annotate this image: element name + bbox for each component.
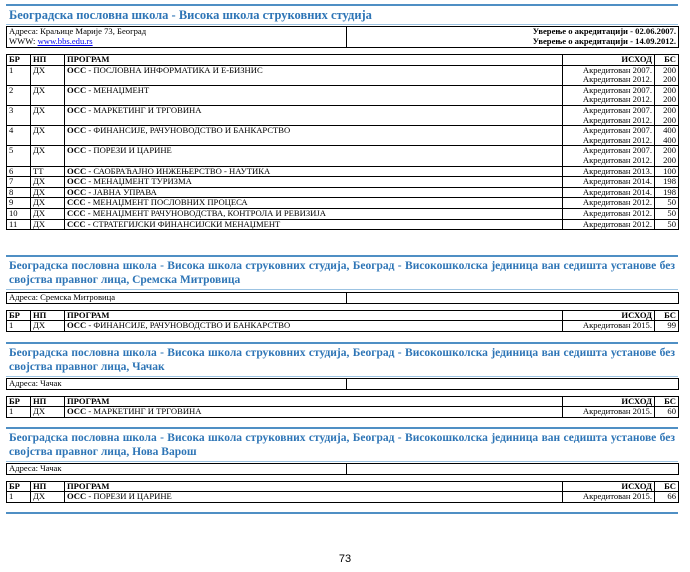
row-bs bbox=[655, 208, 679, 219]
table-row bbox=[7, 198, 679, 209]
row-ishod bbox=[563, 208, 655, 219]
row-ishod: Акредитован 2015. bbox=[563, 407, 655, 418]
program-name: - МЕНАЏМЕНТ ПОСЛОВНИХ ПРОЦЕСА bbox=[85, 197, 248, 208]
row-br: 1 bbox=[7, 407, 31, 418]
row-ishod bbox=[563, 85, 655, 105]
row-br: 1 bbox=[7, 321, 31, 332]
student-count: 400 bbox=[663, 134, 676, 145]
row-np: ДХ bbox=[31, 187, 65, 198]
section-sremska-mitrovica-title-box bbox=[6, 255, 678, 290]
row-np: ДХ bbox=[31, 492, 65, 503]
row-ishod bbox=[563, 126, 655, 146]
accreditation-status: Акредитован 2007. bbox=[582, 145, 652, 156]
program-level: ССС bbox=[67, 197, 86, 208]
row-program bbox=[65, 65, 563, 85]
table-row bbox=[7, 219, 679, 230]
row-ishod: Акредитован 2015. bbox=[563, 321, 655, 332]
website-link[interactable]: www.bbs.edu.rs bbox=[37, 35, 93, 46]
section-divider bbox=[6, 512, 678, 514]
program-name: - МАРКЕТИНГ И ТРГОВИНА bbox=[86, 105, 202, 115]
student-count: 200 bbox=[663, 74, 676, 85]
program-name: - МЕНАЏМЕНТ РАЧУНОВОДСТВА, КОНТРОЛА И РЕВИЗИЈА bbox=[85, 208, 326, 218]
header-bs: БС bbox=[655, 310, 679, 321]
program-name: - ПОСЛОВНА ИНФОРМАТИКА И Е-БИЗНИС bbox=[86, 65, 263, 75]
row-ishod bbox=[563, 105, 655, 125]
table-row bbox=[7, 146, 679, 166]
student-count: 200 bbox=[663, 85, 676, 95]
row-program bbox=[65, 126, 563, 146]
program-name: - ФИНАНСИЈЕ, РАЧУНОВОДСТВО И БАНКАРСТВО bbox=[86, 320, 291, 331]
program-name: - ФИНАНСИЈЕ, РАЧУНОВОДСТВО И БАНКАРСТВО bbox=[86, 125, 291, 136]
row-br: 10 bbox=[7, 208, 31, 219]
accreditation-status: Акредитован 2013. bbox=[582, 166, 652, 176]
program-name: - САОБРАЋАЈНО ИНЖЕЊЕРСТВО - НАУТИКА bbox=[86, 166, 271, 176]
accreditation-status: Акредитован 2012. bbox=[582, 74, 652, 85]
table-row bbox=[7, 177, 679, 188]
student-count: 400 bbox=[663, 125, 676, 136]
main-address-cell bbox=[7, 27, 347, 48]
program-name: - МАРКЕТИНГ И ТРГОВИНА bbox=[86, 406, 202, 417]
program-name: - СТРАТЕГИЈСКИ ФИНАНСИЈСКИ МЕНАЏМЕНТ bbox=[85, 219, 281, 229]
row-bs bbox=[655, 105, 679, 125]
header-ishod: ИСХОД bbox=[563, 310, 655, 321]
row-ishod bbox=[563, 219, 655, 230]
student-count: 50 bbox=[667, 197, 676, 208]
header-br: БР bbox=[7, 310, 31, 321]
student-count: 200 bbox=[663, 154, 676, 165]
accreditation-status: Акредитован 2007. bbox=[582, 105, 652, 115]
row-program bbox=[65, 407, 563, 418]
program-level: ССС bbox=[67, 208, 86, 218]
row-ishod bbox=[563, 65, 655, 85]
table-row bbox=[7, 492, 679, 503]
row-ishod bbox=[563, 146, 655, 166]
row-np: ДХ bbox=[31, 198, 65, 209]
header-br: БР bbox=[7, 481, 31, 492]
program-level: ОСС bbox=[67, 406, 87, 417]
row-program bbox=[65, 492, 563, 503]
section-address-table bbox=[6, 378, 679, 390]
header-np: НП bbox=[31, 481, 65, 492]
row-bs: 99 bbox=[655, 321, 679, 332]
row-program bbox=[65, 321, 563, 332]
row-bs bbox=[655, 198, 679, 209]
table-row bbox=[7, 166, 679, 177]
row-np: ДХ bbox=[31, 126, 65, 146]
table-row bbox=[7, 208, 679, 219]
student-count: 50 bbox=[667, 208, 676, 218]
empty-cell bbox=[347, 464, 679, 475]
row-ishod: Акредитован 2015. bbox=[563, 492, 655, 503]
row-np: ДХ bbox=[31, 85, 65, 105]
header-program: ПРОГРАМ bbox=[65, 396, 563, 407]
row-program bbox=[65, 198, 563, 209]
row-program bbox=[65, 85, 563, 105]
student-count: 50 bbox=[667, 219, 676, 229]
program-level: ОСС bbox=[67, 320, 87, 331]
row-bs bbox=[655, 177, 679, 188]
row-br: 6 bbox=[7, 166, 31, 177]
header-ishod: ИСХОД bbox=[563, 481, 655, 492]
section-title: Београдска пословна школа - Висока школа струковних студија, Београд - Високошколска јединица ван седишта установе без својства правног лица, Сремска Митровица bbox=[9, 260, 675, 286]
row-br: 1 bbox=[7, 65, 31, 85]
accreditation-status: Акредитован 2012. bbox=[582, 94, 652, 105]
row-ishod bbox=[563, 177, 655, 188]
table-row bbox=[7, 85, 679, 105]
program-name: - ПОРЕЗИ И ЦАРИНЕ bbox=[86, 145, 172, 156]
program-level: ОСС bbox=[67, 491, 87, 502]
header-bs: БС bbox=[655, 55, 679, 66]
header-ishod: ИСХОД bbox=[563, 55, 655, 66]
section-address: Адреса: Чачак bbox=[7, 379, 347, 390]
header-program: ПРОГРАМ bbox=[65, 55, 563, 66]
accreditation-status: Акредитован 2007. bbox=[582, 65, 652, 75]
section-programs-table bbox=[6, 481, 679, 503]
accreditation-status: Акредитован 2012. bbox=[582, 154, 652, 165]
table-row bbox=[7, 126, 679, 146]
row-program bbox=[65, 208, 563, 219]
header-bs: БС bbox=[655, 481, 679, 492]
section-programs-table bbox=[6, 310, 679, 332]
row-bs bbox=[655, 126, 679, 146]
section-nova-varos-block bbox=[6, 463, 678, 503]
row-br: 9 bbox=[7, 198, 31, 209]
accreditation-certificate-1: Уверење о акредитацији - 02.06.2007. bbox=[532, 26, 676, 36]
header-br: БР bbox=[7, 55, 31, 66]
section-address: Адреса: Сремска Митровица bbox=[7, 293, 347, 304]
header-bs: БС bbox=[655, 396, 679, 407]
row-br: 1 bbox=[7, 492, 31, 503]
header-ishod: ИСХОД bbox=[563, 396, 655, 407]
page-number: 73 bbox=[338, 553, 352, 565]
table-row bbox=[7, 65, 679, 85]
row-br: 11 bbox=[7, 219, 31, 230]
row-program bbox=[65, 146, 563, 166]
accreditation-certificate-2: Уверење о акредитацији - 14.09.2012. bbox=[532, 35, 676, 46]
program-level: ССС bbox=[67, 219, 86, 229]
row-program bbox=[65, 177, 563, 188]
row-ishod bbox=[563, 187, 655, 198]
section-sremska-mitrovica-block bbox=[6, 292, 678, 332]
program-level: ОСС bbox=[67, 125, 87, 136]
student-count: 200 bbox=[663, 105, 676, 115]
row-program bbox=[65, 219, 563, 230]
row-np: ДХ bbox=[31, 208, 65, 219]
program-name: - ЈАВНА УПРАВА bbox=[86, 187, 157, 197]
row-np: ДХ bbox=[31, 219, 65, 230]
program-level: ОСС bbox=[67, 85, 87, 95]
row-np: ДХ bbox=[31, 146, 65, 166]
section-title: Београдска пословна школа - Висока школа струковних студија, Београд - Високошколска јединица ван седишта установе без својства правног лица, Чачак bbox=[9, 347, 675, 373]
row-ishod bbox=[563, 198, 655, 209]
main-programs-block bbox=[6, 54, 678, 230]
header-np: НП bbox=[31, 310, 65, 321]
section-programs-table bbox=[6, 396, 679, 418]
main-institution-title-box bbox=[6, 4, 678, 25]
accreditation-cell bbox=[347, 27, 679, 48]
row-bs bbox=[655, 219, 679, 230]
header-program: ПРОГРАМ bbox=[65, 310, 563, 321]
program-name: - МЕНАЏМЕНТ ТУРИЗМА bbox=[86, 176, 192, 187]
program-level: ОСС bbox=[67, 166, 87, 176]
student-count: 200 bbox=[663, 94, 676, 105]
student-count: 198 bbox=[663, 187, 676, 197]
accreditation-status: Акредитован 2012. bbox=[582, 208, 652, 218]
empty-cell bbox=[347, 293, 679, 304]
header-np: НП bbox=[31, 55, 65, 66]
header-np: НП bbox=[31, 396, 65, 407]
accreditation-status: Акредитован 2007. bbox=[582, 85, 652, 95]
program-name: - ПОРЕЗИ И ЦАРИНЕ bbox=[86, 491, 172, 502]
student-count: 200 bbox=[663, 65, 676, 75]
section-address: Адреса: Чачак bbox=[7, 464, 347, 475]
row-bs bbox=[655, 85, 679, 105]
row-br: 5 bbox=[7, 146, 31, 166]
student-count: 200 bbox=[663, 114, 676, 125]
main-address-table bbox=[6, 26, 679, 48]
accreditation-status: Акредитован 2012. bbox=[582, 134, 652, 145]
empty-cell bbox=[347, 379, 679, 390]
student-count: 200 bbox=[663, 145, 676, 156]
student-count: 100 bbox=[663, 166, 676, 176]
program-level: ОСС bbox=[67, 145, 87, 156]
row-bs bbox=[655, 146, 679, 166]
row-np: ДХ bbox=[31, 105, 65, 125]
program-level: ОСС bbox=[67, 65, 87, 75]
section-address-table bbox=[6, 292, 679, 304]
row-np: ТТ bbox=[31, 166, 65, 177]
row-bs bbox=[655, 166, 679, 177]
table-row bbox=[7, 321, 679, 332]
section-cacak-title-box bbox=[6, 342, 678, 377]
accreditation-status: Акредитован 2012. bbox=[582, 197, 652, 208]
program-level: ОСС bbox=[67, 105, 87, 115]
main-programs-table bbox=[6, 54, 679, 230]
row-bs: 60 bbox=[655, 407, 679, 418]
row-program bbox=[65, 187, 563, 198]
accreditation-status: Акредитован 2012. bbox=[582, 219, 652, 229]
header-program: ПРОГРАМ bbox=[65, 481, 563, 492]
main-address: Адреса: Краљице Марије 73, Београд bbox=[9, 26, 147, 36]
section-cacak-block bbox=[6, 378, 678, 418]
program-level: ОСС bbox=[67, 187, 87, 197]
table-row bbox=[7, 407, 679, 418]
accreditation-status: Акредитован 2014. bbox=[582, 187, 652, 197]
program-level: ОСС bbox=[67, 176, 87, 187]
row-br: 8 bbox=[7, 187, 31, 198]
student-count: 198 bbox=[663, 176, 676, 187]
accreditation-status: Акредитован 2012. bbox=[582, 114, 652, 125]
row-np: ДХ bbox=[31, 65, 65, 85]
main-address-block bbox=[6, 26, 678, 48]
row-np: ДХ bbox=[31, 321, 65, 332]
row-program bbox=[65, 105, 563, 125]
row-ishod bbox=[563, 166, 655, 177]
row-br: 7 bbox=[7, 177, 31, 188]
row-br: 3 bbox=[7, 105, 31, 125]
row-np: ДХ bbox=[31, 177, 65, 188]
table-row bbox=[7, 187, 679, 198]
accreditation-status: Акредитован 2014. bbox=[582, 176, 652, 187]
row-br: 4 bbox=[7, 126, 31, 146]
row-bs bbox=[655, 65, 679, 85]
accreditation-status: Акредитован 2007. bbox=[582, 125, 652, 136]
row-bs bbox=[655, 187, 679, 198]
row-br: 2 bbox=[7, 85, 31, 105]
row-bs: 66 bbox=[655, 492, 679, 503]
section-title: Београдска пословна школа - Висока школа струковних студија, Београд - Високошколска јединица ван седишта установе без својства правног лица, Нова Варош bbox=[9, 432, 675, 458]
section-nova-varos-title-box bbox=[6, 427, 678, 462]
row-program bbox=[65, 166, 563, 177]
row-np: ДХ bbox=[31, 407, 65, 418]
www-label: WWW: bbox=[9, 35, 38, 46]
table-row bbox=[7, 105, 679, 125]
section-address-table bbox=[6, 463, 679, 475]
header-br: БР bbox=[7, 396, 31, 407]
program-name: - МЕНАЏМЕНТ bbox=[86, 85, 150, 95]
main-institution-title: Београдска пословна школа - Висока школа струковних студија bbox=[9, 8, 372, 22]
